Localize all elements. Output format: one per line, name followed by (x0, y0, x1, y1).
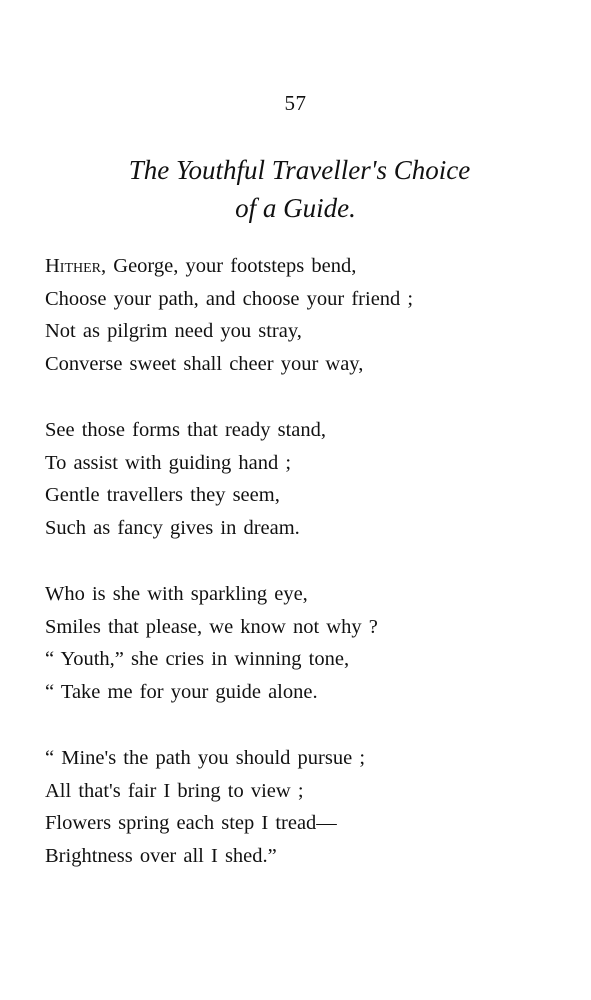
verse-line: Choose your path, and choose your friend ; (45, 287, 414, 310)
verse-line-text: , George, your footsteps bend, (101, 255, 357, 277)
poem-title-line-2: of a Guide. (235, 193, 356, 223)
poem-body (45, 250, 565, 906)
page-number: 57 (284, 91, 307, 115)
poem-title-line-1: The Youthful Traveller's Choice (128, 155, 471, 185)
verse-line (45, 250, 565, 283)
verse-line: Such as fancy gives in dream. (45, 516, 300, 539)
verse-line: Brightness over all I shed.” (45, 844, 277, 867)
verse-line: “ Take me for your guide alone. (45, 680, 318, 703)
verse-line: “ Mine's the path you should pursue ; (45, 747, 366, 769)
stanza-4 (45, 742, 565, 872)
verse-line: All that's fair I bring to view ; (45, 779, 304, 802)
stanza-1 (45, 250, 565, 380)
verse-line: “ Youth,” she cries in winning tone, (45, 648, 350, 670)
opening-word: Hither (45, 255, 102, 277)
verse-line: Smiles that please, we know not why ? (45, 615, 378, 638)
stanza-3 (45, 578, 565, 708)
verse-line: Not as pilgrim need you stray, (45, 320, 302, 342)
verse-line: Who is she with sparkling eye, (45, 583, 308, 605)
verse-line: Flowers spring each step I tread— (45, 812, 337, 834)
verse-line: Converse sweet shall cheer your way, (45, 352, 364, 375)
verse-line: To assist with guiding hand ; (45, 451, 292, 474)
verse-line: Gentle travellers they seem, (45, 484, 280, 506)
verse-line: See those forms that ready stand, (45, 419, 326, 441)
stanza-2 (45, 414, 565, 544)
poem-title (0, 151, 591, 227)
